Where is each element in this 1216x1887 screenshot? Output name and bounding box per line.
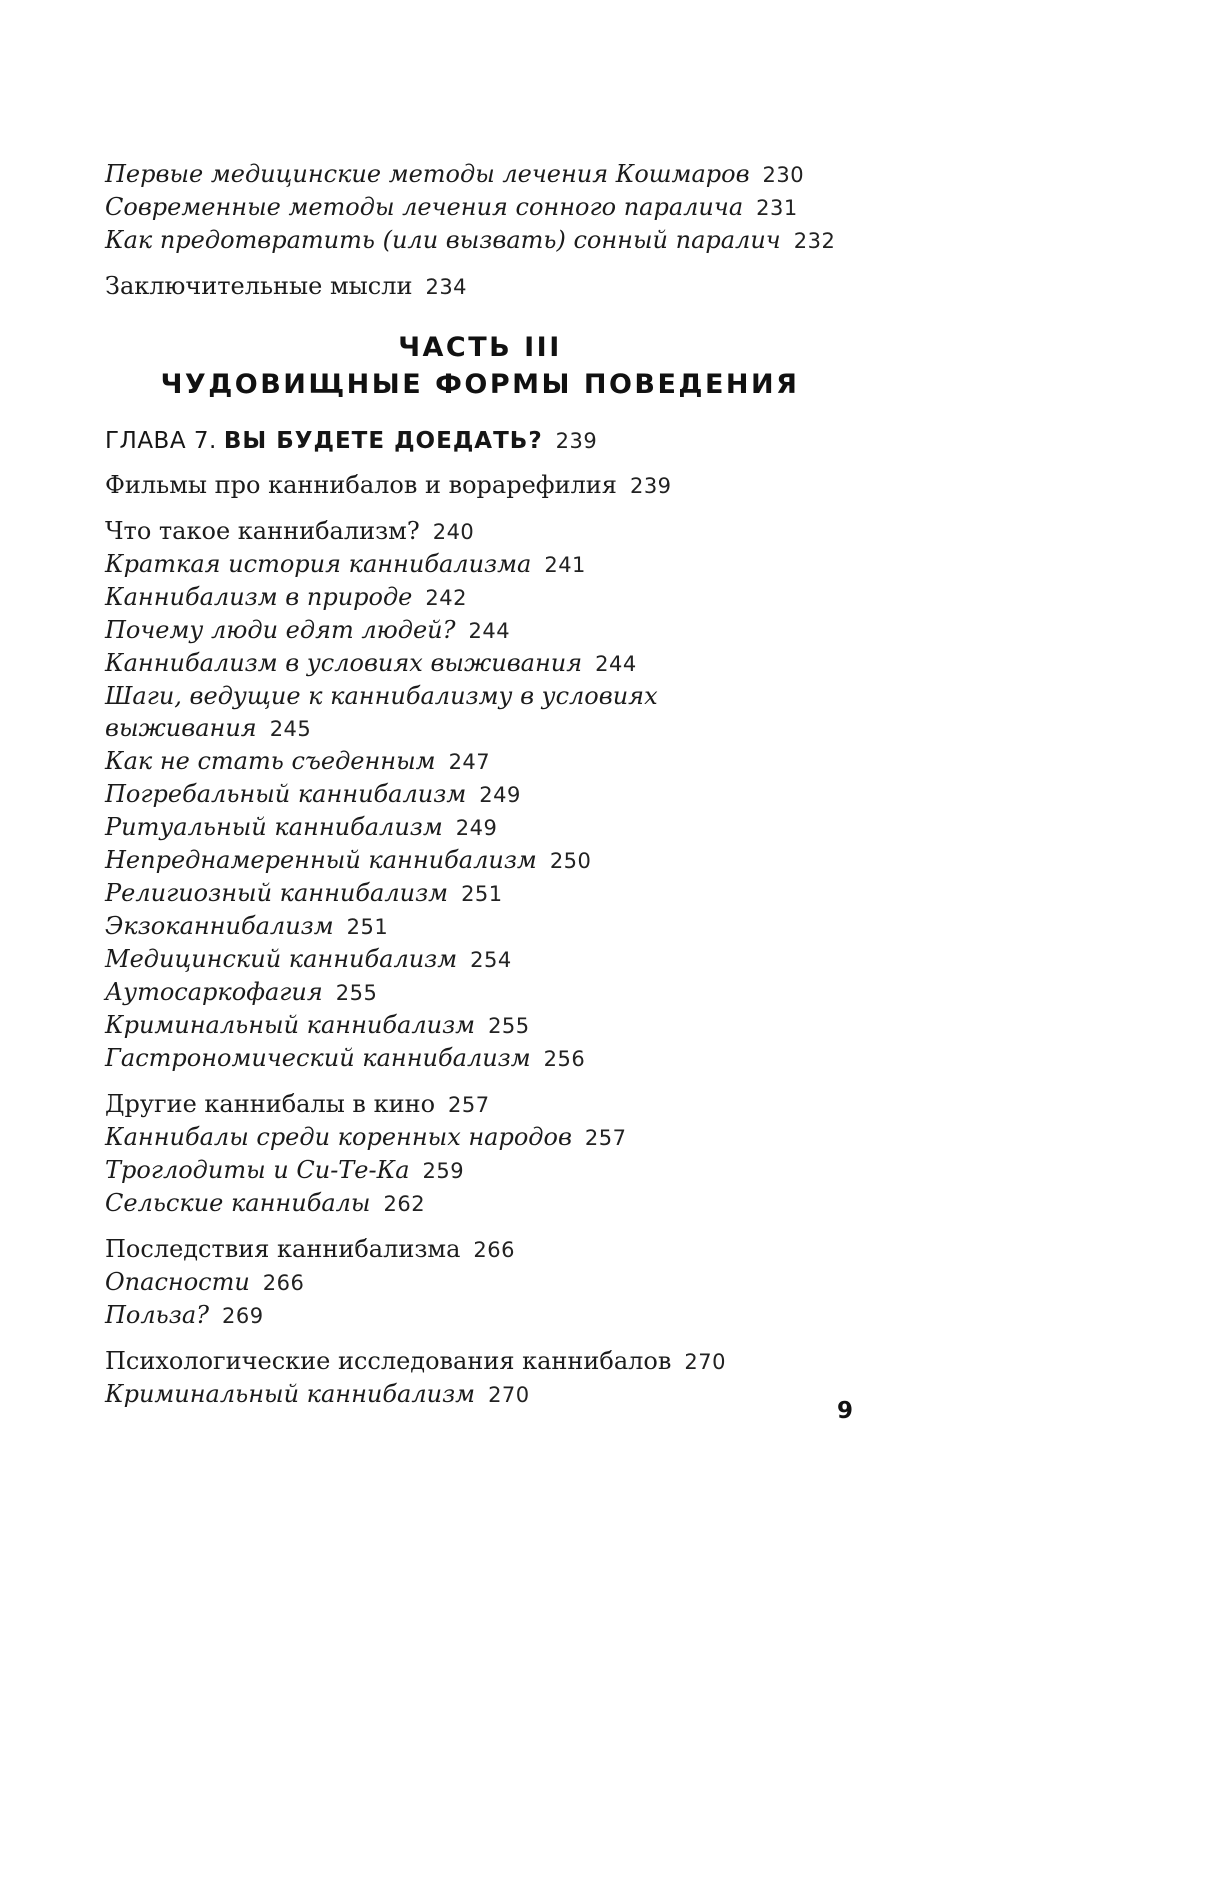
entry-title: Как не стать съеденным xyxy=(105,747,436,775)
toc-group xyxy=(105,469,855,502)
entry-page-number: 251 xyxy=(346,915,389,939)
entry-page-number: 240 xyxy=(432,520,475,544)
entry-page-number: 270 xyxy=(684,1350,726,1374)
entry-title: Шаги, ведущие к каннибализму в условиях выживания xyxy=(105,682,658,742)
toc-entry xyxy=(105,515,855,548)
toc-entry xyxy=(105,1121,855,1154)
entry-title: Гастрономический каннибализм xyxy=(105,1044,531,1072)
entry-title: Экзоканнибализм xyxy=(105,912,334,940)
entry-title: Ритуальный каннибализм xyxy=(105,813,443,841)
entry-title: Почему люди едят людей? xyxy=(105,616,456,644)
entry-title: Польза? xyxy=(105,1301,209,1329)
entry-page-number: 250 xyxy=(549,849,592,873)
entry-page-number: 257 xyxy=(448,1093,490,1117)
entry-page-number: 249 xyxy=(479,783,521,807)
part-heading-line: ЧУДОВИЩНЫЕ ФОРМЫ ПОВЕДЕНИЯ xyxy=(160,369,800,400)
entry-page-number: 230 xyxy=(762,163,805,187)
entry-page-number: 232 xyxy=(793,229,836,253)
toc-entry xyxy=(105,224,855,257)
entry-page-number: 241 xyxy=(544,553,586,577)
entry-page-number: 245 xyxy=(269,717,312,741)
entry-title: Непреднамеренный каннибализм xyxy=(105,846,537,874)
entry-title: Что такое каннибализм? xyxy=(105,517,420,545)
toc-entry xyxy=(105,844,855,877)
entry-title: Погребальный каннибализм xyxy=(105,780,467,808)
toc-entry xyxy=(105,1187,855,1220)
toc-entry xyxy=(105,581,855,614)
entry-page-number: 242 xyxy=(425,586,467,610)
entry-title: Краткая история каннибализма xyxy=(105,550,532,578)
entry-title: Каннибализм в условиях выживания xyxy=(105,649,583,677)
entry-page-number: 247 xyxy=(448,750,491,774)
toc-entry xyxy=(105,1266,855,1299)
entry-page-number: 257 xyxy=(584,1126,627,1150)
entry-title: Криминальный каннибализм xyxy=(105,1380,476,1408)
entry-page-number: 266 xyxy=(473,1238,515,1262)
entry-page-number: 270 xyxy=(488,1383,530,1407)
entry-page-number: 255 xyxy=(488,1014,530,1038)
page-number: 9 xyxy=(836,1398,853,1424)
entry-page-number: 269 xyxy=(222,1304,264,1328)
entry-title: Медицинский каннибализм xyxy=(105,945,458,973)
entry-title: Как предотвратить (или вызвать) сонный паралич xyxy=(105,226,781,254)
toc-entry xyxy=(105,1345,855,1378)
toc-entry xyxy=(105,1233,855,1266)
toc-entry xyxy=(105,1299,855,1332)
toc-group xyxy=(105,515,855,1075)
entry-page-number: 251 xyxy=(461,882,503,906)
entry-title: Первые медицинские методы лечения Кошмаров xyxy=(105,160,750,188)
toc-group xyxy=(105,1233,855,1332)
entry-title: Каннибалы среди коренных народов xyxy=(105,1123,572,1151)
entry-page-number: 231 xyxy=(756,196,798,220)
entry-page-number: 244 xyxy=(468,619,511,643)
entry-title: Современные методы лечения сонного паралича xyxy=(105,193,744,221)
table-of-contents xyxy=(105,158,855,1424)
toc-entry xyxy=(105,778,855,811)
toc-entry xyxy=(105,469,855,502)
toc-entry xyxy=(105,1009,855,1042)
entry-title: Психологические исследования каннибалов xyxy=(105,1347,672,1375)
entry-title: Сельские каннибалы xyxy=(105,1189,371,1217)
toc-entry xyxy=(105,614,855,647)
toc-entry xyxy=(105,811,855,844)
entry-page-number: 259 xyxy=(422,1159,465,1183)
toc-entry xyxy=(105,1088,855,1121)
entry-page-number: 239 xyxy=(629,474,672,498)
entry-page-number: 262 xyxy=(383,1192,426,1216)
chapter-page-number: 239 xyxy=(555,429,598,453)
toc-entry xyxy=(105,910,855,943)
toc-entry xyxy=(105,158,855,191)
toc-entry xyxy=(105,1154,855,1187)
toc-entry xyxy=(105,647,855,680)
entry-page-number: 255 xyxy=(335,981,378,1005)
toc-entry xyxy=(105,548,855,581)
entry-page-number: 256 xyxy=(543,1047,586,1071)
toc-entry xyxy=(105,191,855,224)
entry-title: Каннибализм в природе xyxy=(105,583,413,611)
toc-group xyxy=(105,270,855,303)
entry-page-number: 249 xyxy=(455,816,498,840)
chapter-heading xyxy=(105,425,855,457)
toc-group xyxy=(105,1088,855,1220)
entry-page-number: 234 xyxy=(425,275,468,299)
entry-title: Криминальный каннибализм xyxy=(105,1011,476,1039)
part-heading-line: ЧАСТЬ III xyxy=(398,332,562,363)
toc-entry xyxy=(105,680,705,745)
toc-entry xyxy=(105,270,855,303)
entry-title: Опасности xyxy=(105,1268,250,1296)
entry-page-number: 254 xyxy=(470,948,512,972)
entry-page-number: 244 xyxy=(595,652,637,676)
entry-page-number: 266 xyxy=(262,1271,305,1295)
entry-title: Последствия каннибализма xyxy=(105,1235,461,1263)
entry-title: Заключительные мысли xyxy=(105,272,413,300)
toc-group xyxy=(105,158,855,257)
entry-title: Религиозный каннибализм xyxy=(105,879,449,907)
chapter-title: ВЫ БУДЕТЕ ДОЕДАТЬ? xyxy=(223,428,543,454)
part-heading xyxy=(105,329,855,403)
toc-entry xyxy=(105,745,855,778)
toc-entry xyxy=(105,1042,855,1075)
entry-title: Троглодиты и Си-Те-Ка xyxy=(105,1156,410,1184)
entry-title: Другие каннибалы в кино xyxy=(105,1090,436,1118)
chapter-number: ГЛАВА 7. xyxy=(105,428,217,454)
toc-entry xyxy=(105,877,855,910)
toc-entry xyxy=(105,976,855,1009)
entry-title: Фильмы про каннибалов и ворарефилия xyxy=(105,471,617,499)
entry-title: Аутосаркофагия xyxy=(105,978,323,1006)
toc-entry xyxy=(105,943,855,976)
